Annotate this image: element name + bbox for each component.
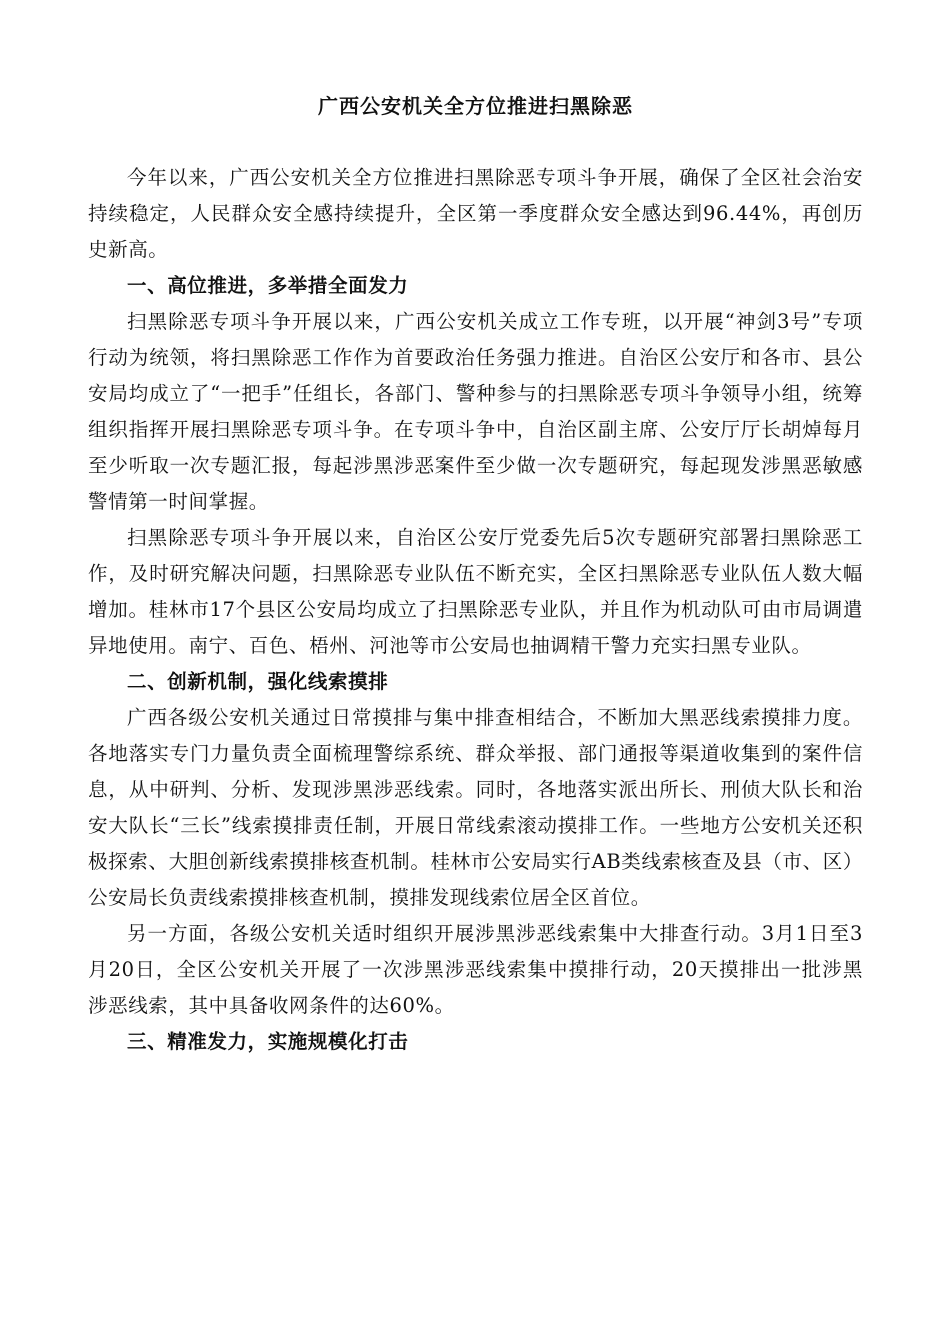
section-1-paragraph-1: 扫黑除恶专项斗争开展以来，广西公安机关成立工作专班，以开展“神剑3号”专项行动为统领，将扫黑除恶工作作为首要政治任务强力推进。自治区公安厅和各市、县公安局均成立了“一把手”任组长，各部门、警种参与的扫黑除恶专项斗争领导小组，统筹组织指挥开展扫黑除恶专项斗争。在专项斗争中，自治区副主席、公安厅厅长胡焯每月至少听取一次专题汇报，每起涉黑涉恶案件至少做一次专题研究，每起现发涉黑恶敏感警情第一时间掌握。 — [88, 310, 863, 513]
section-2-paragraph-1: 广西各级公安机关通过日常摸排与集中排查相结合，不断加大黑恶线索摸排力度。各地落实专门力量负责全面梳理警综系统、群众举报、部门通报等渠道收集到的案件信息，从中研判、分析、发现涉黑涉恶线索。同时，各地落实派出所长、刑侦大队长和治安大队长“三长”线索摸排责任制，开展日常线索滚动摸排工作。一些地方公安机关还积极探索、大胆创新线索摸排核查机制。桂林市公安局实行AB类线索核查及县（市、区）公安局长负责线索摸排核查机制，摸排发现线索位居全区首位。 — [88, 706, 863, 909]
section-1-paragraph-2: 扫黑除恶专项斗争开展以来，自治区公安厅党委先后5次专题研究部署扫黑除恶工作，及时研究解决问题，扫黑除恶专业队伍不断充实，全区扫黑除恶专业队伍人数大幅增加。桂林市17个县区公安局均成立了扫黑除恶专业队，并且作为机动队可由市局调遣异地使用。南宁、百色、梧州、河池等市公安局也抽调精干警力充实扫黑专业队。 — [88, 526, 863, 657]
document-page — [88, 86, 863, 1060]
intro-paragraph: 今年以来，广西公安机关全方位推进扫黑除恶专项斗争开展，确保了全区社会治安持续稳定，人民群众安全感持续提升，全区第一季度群众安全感达到96.44%，再创历史新高。 — [88, 166, 863, 261]
document-title: 广西公安机关全方位推进扫黑除恶 — [318, 94, 633, 118]
section-2-heading: 二、创新机制，强化线索摸排 — [127, 670, 389, 693]
section-2-paragraph-2: 另一方面，各级公安机关适时组织开展涉黑涉恶线索集中大排查行动。3月1日至3月20日，全区公安机关开展了一次涉黑涉恶线索集中摸排行动，20天摸排出一批涉黑涉恶线索，其中具备收网条件的达60%。 — [88, 922, 863, 1017]
section-3-heading: 三、精准发力，实施规模化打击 — [127, 1030, 409, 1053]
section-1-heading: 一、高位推进，多举措全面发力 — [127, 274, 409, 297]
